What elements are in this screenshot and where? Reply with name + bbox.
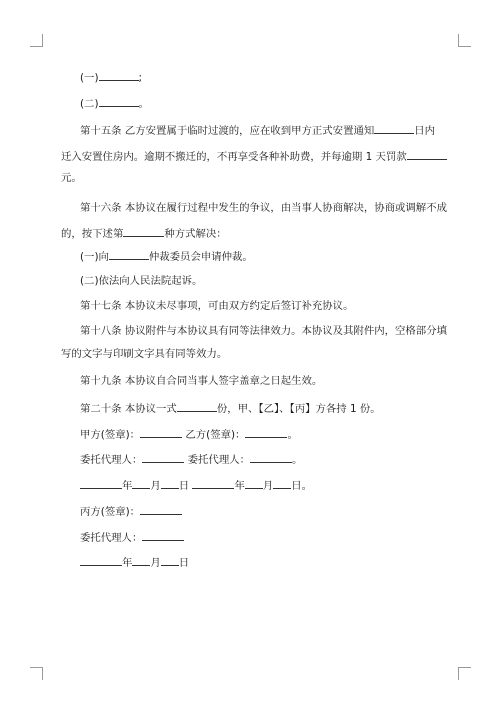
article-text: 份，甲、【乙】、【丙】方各持 1 份。 [216,403,381,415]
blank-field[interactable] [177,401,217,412]
article-text: 元。 [61,172,82,184]
crop-mark-bottom-right [458,667,471,680]
item-label: (二) [80,98,99,110]
article-15-line-3 [61,172,82,185]
signature-label: 委托代理人： [187,454,250,466]
article-text: (二)依法向人民法院起诉。 [80,275,203,287]
blank-field[interactable] [192,478,234,489]
blank-field[interactable] [140,427,182,438]
blank-field[interactable] [109,249,149,260]
article-20 [80,401,381,414]
clause-item-2 [80,96,149,109]
clause-item-1 [80,70,142,83]
article-text: 第十七条 本协议未尽事项，可由双方约定后签订补充协议。 [80,300,354,312]
signature-party-a-b [80,427,298,440]
crop-mark-top-left [30,34,43,47]
signature-label: 甲方(签章)： [80,429,141,441]
blank-field[interactable] [80,478,122,489]
blank-field[interactable] [142,530,184,541]
signature-label: 乙方(签章)： [185,429,246,441]
date-unit: 年 [122,480,133,492]
punctuation: ; [138,72,143,84]
article-text: 第二十条 本协议一式 [80,403,177,415]
date-unit: 日。 [291,480,313,492]
article-text: (一)向 [80,251,109,263]
signature-label: 委托代理人： [80,454,143,466]
article-text: 第十六条 本协议在履行过程中发生的争议，由当事人协商解决，协商或调解不成 [80,202,447,214]
date-unit: 月 [150,557,161,569]
article-text: 仲裁委员会申请仲裁。 [148,251,253,263]
blank-field[interactable] [161,555,179,566]
date-unit: 年 [234,480,245,492]
blank-field[interactable] [123,226,164,237]
article-text: 第十八条 协议附件与本协议具有同等法律效力。本协议及其附件内，空格部分填 [80,325,447,337]
blank-field[interactable] [245,478,263,489]
article-17 [80,300,353,313]
date-unit: 日 [178,557,190,569]
blank-field[interactable] [142,452,184,463]
article-16-option-1 [80,249,253,262]
article-text: 第十九条 本协议自合同当事人签字盖章之日起生效。 [80,375,323,387]
item-label: (一) [80,72,99,84]
article-16-line-1 [80,202,447,215]
date-unit: 年 [122,557,133,569]
signature-dates-a-b [80,478,312,491]
signature-party-c [80,504,182,517]
blank-field[interactable] [140,504,182,515]
signature-label: 丙方(签章)： [80,506,141,518]
crop-mark-bottom-left [30,667,43,680]
blank-field[interactable] [99,96,139,107]
article-16-line-2 [61,226,227,239]
crop-mark-top-right [458,34,471,47]
blank-field[interactable] [80,555,122,566]
article-19 [80,375,322,388]
punctuation: 。 [287,429,298,441]
article-text: 种方式解决： [164,228,227,240]
blank-field[interactable] [99,70,139,81]
blank-field[interactable] [273,478,291,489]
blank-field[interactable] [407,149,447,160]
article-text: 写的文字与印刷文字具有同等效力。 [61,348,228,360]
blank-field[interactable] [374,123,414,134]
article-text: 迁入安置住房内。逾期不搬迁的，不再享受各种补助费，并每逾期 1 天罚款 [61,151,407,163]
article-text: 第十五条 乙方安置属于临时过渡的，应在收到甲方正式安置通知 [80,125,375,137]
blank-field[interactable] [132,555,150,566]
blank-field[interactable] [132,478,150,489]
date-unit: 日 [178,480,190,492]
article-text: 的，按下述第 [61,228,124,240]
article-text: 日内 [414,125,436,137]
article-15-line-2 [61,149,447,162]
signature-label: 委托代理人： [80,532,143,544]
article-16-option-2 [80,275,202,288]
signature-date-c [80,555,189,568]
date-unit: 月 [262,480,274,492]
blank-field[interactable] [250,452,292,463]
blank-field[interactable] [245,427,287,438]
punctuation: 。 [138,98,149,110]
punctuation: 。 [292,454,303,466]
signature-agent-c [80,530,184,543]
date-unit: 月 [150,480,161,492]
article-18-line-2 [61,348,227,361]
signature-agents-a-b [80,452,302,465]
article-15-line-1 [80,123,435,136]
article-18-line-1 [80,325,447,338]
blank-field[interactable] [161,478,179,489]
